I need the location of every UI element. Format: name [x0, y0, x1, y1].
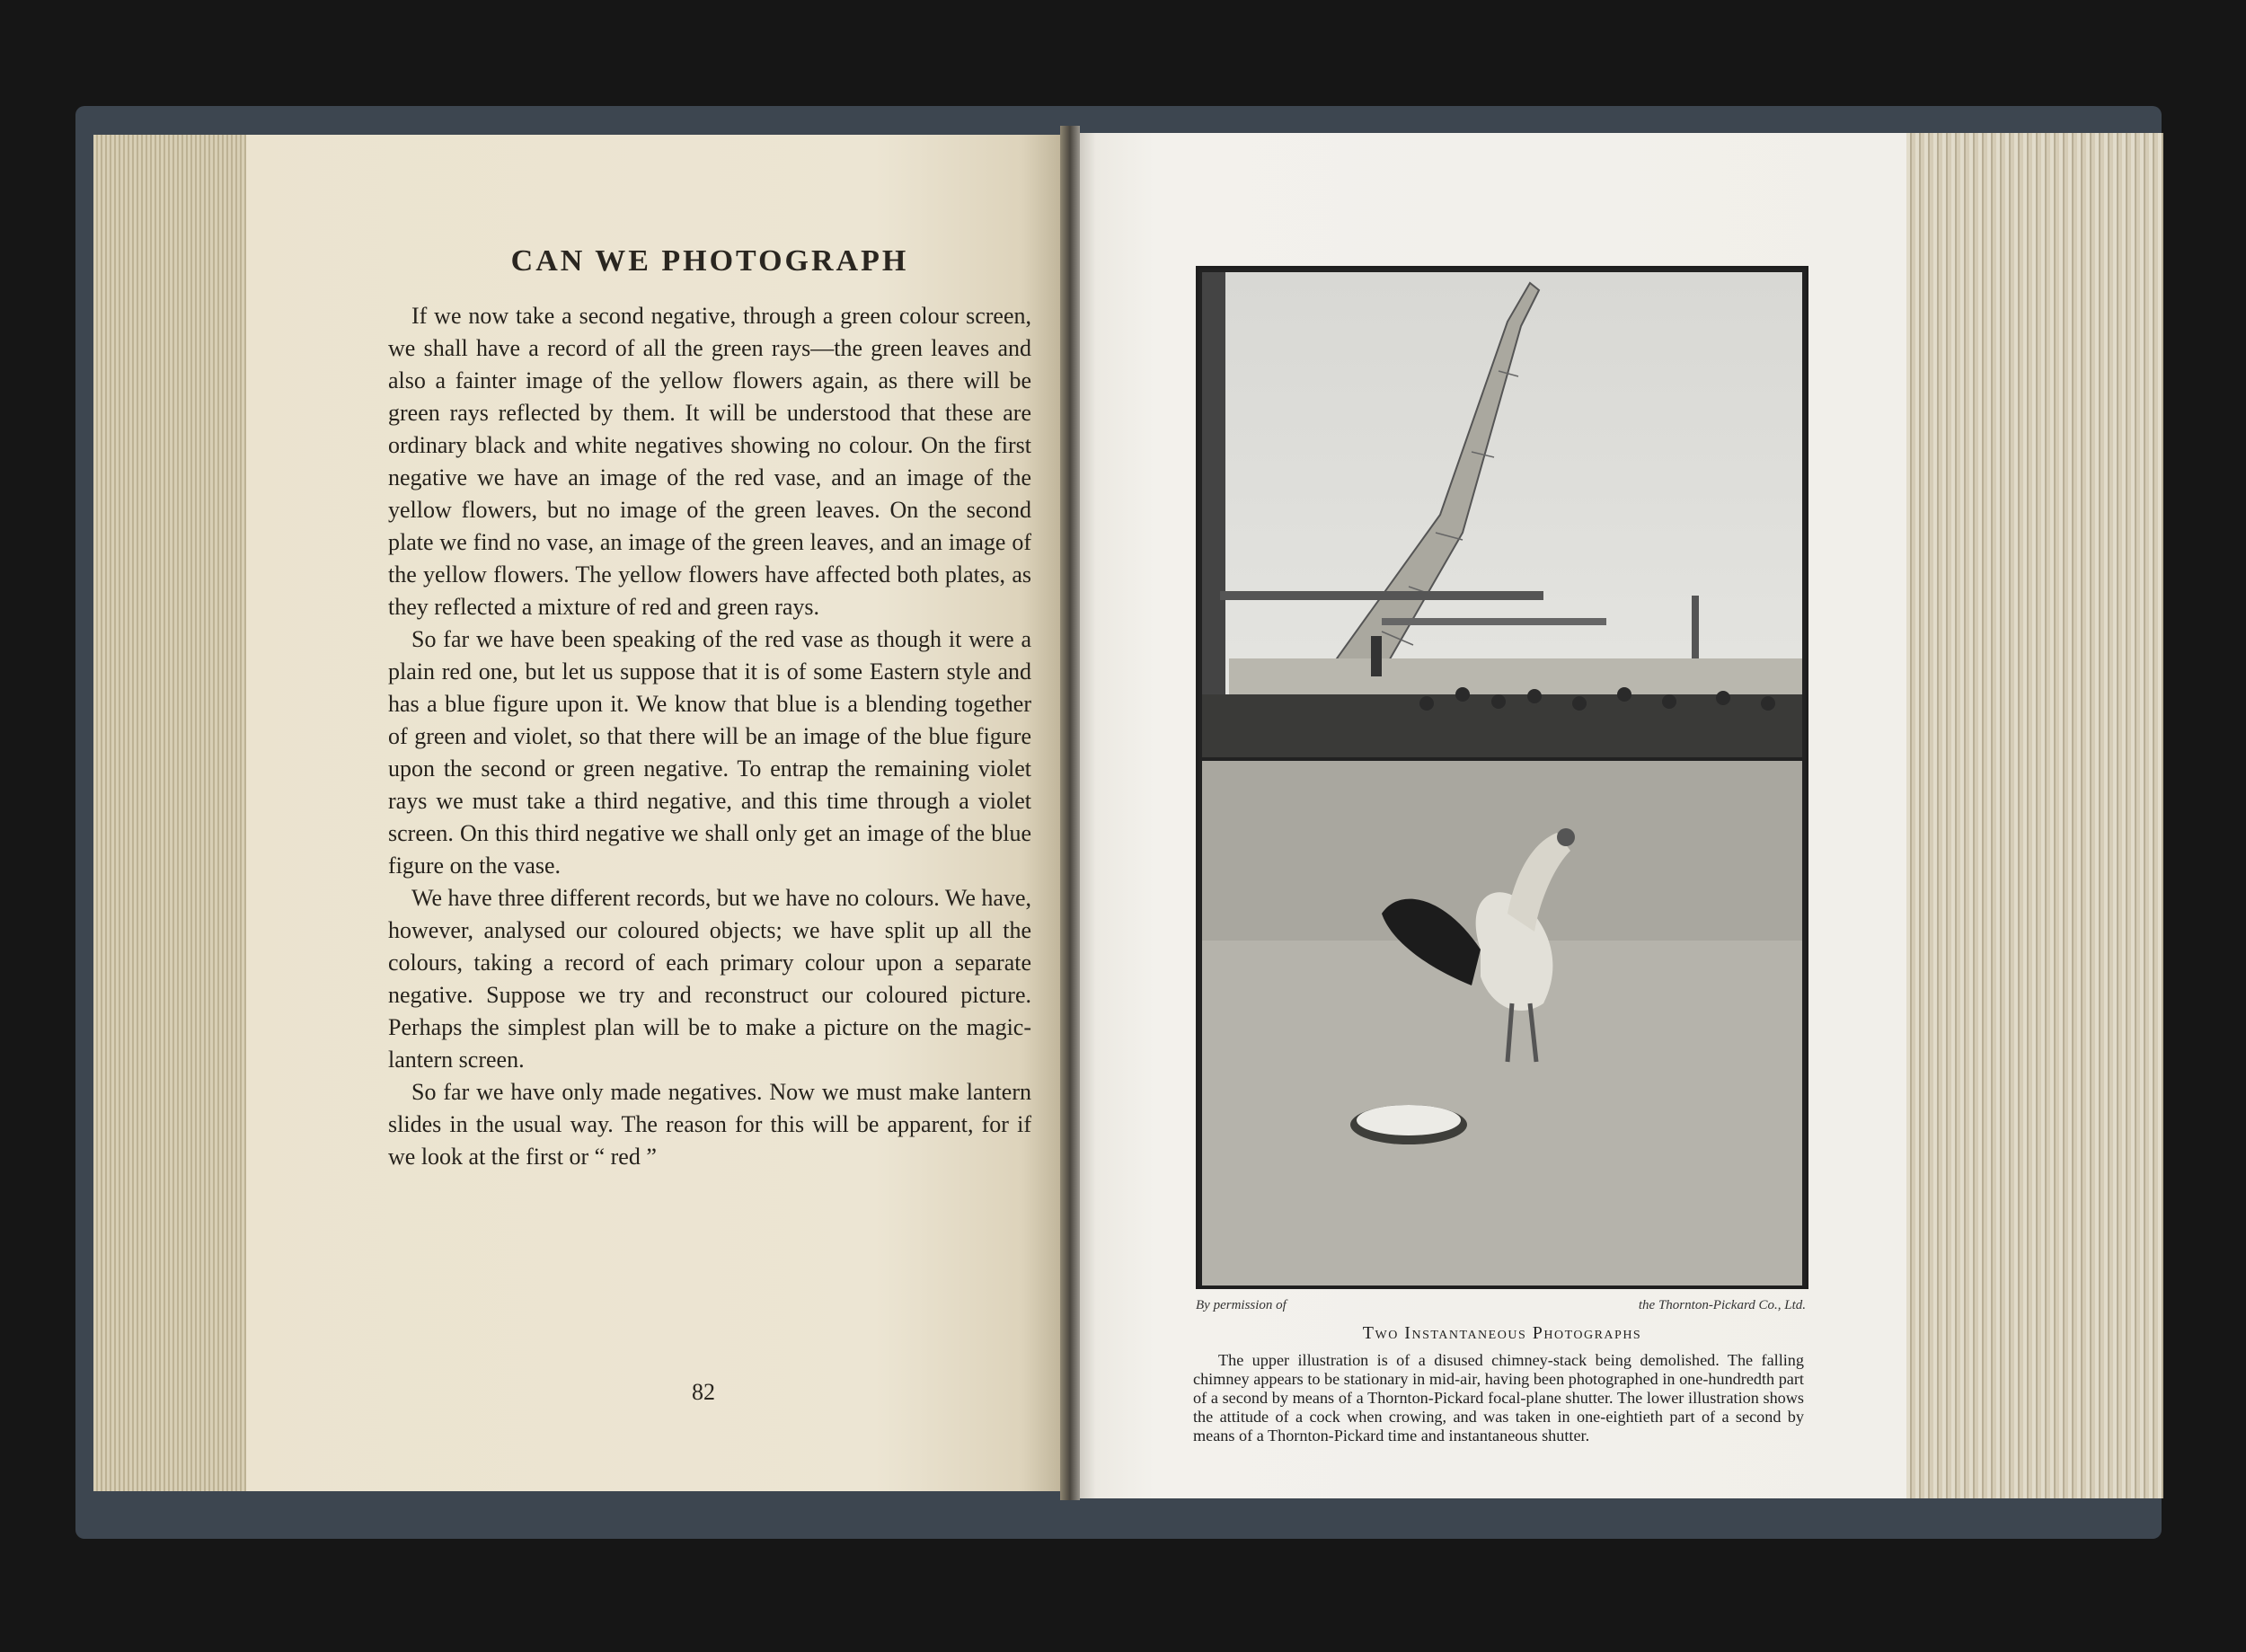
book-gutter: [1060, 126, 1080, 1500]
paragraph: So far we have only made negatives. Now we must make lantern slides in the usual way. The reason for this will be apparent, for if we look at the first or “ red ”: [388, 1079, 1031, 1170]
caption-text: The upper illustration is of a disused chimney-stack being demolished. The falling chimney appears to be stationary in mid-air, having been photographed in one-hundredth part of a second by means of a Thornton-Pickard focal-plane shutter. The lower illustration shows the attitude of a cock when crowing, and was taken in one-eightieth part of a second by means of a Thornton-Pickard time and instantaneous shutter.: [1193, 1351, 1804, 1444]
rooster-photo: [1202, 761, 1802, 1285]
credit-left: By permission of: [1196, 1298, 1287, 1312]
chimney-photo: [1202, 272, 1802, 757]
illustration-frame: [1196, 266, 1808, 1289]
right-page-edges: [1906, 133, 2163, 1498]
paragraph: We have three different records, but we have no colours. We have, however, analysed our coloured objects; we have split up all the colours, taking a record of each primary colour upon a separate negative. Suppose we try and reconstruct our coloured picture. Perhaps the simplest plan will be to make a picture on the magic-lantern screen.: [388, 885, 1031, 1073]
caption-title: Two Instantaneous Photographs: [1362, 1323, 1642, 1343]
page-number: 82: [692, 1379, 715, 1405]
credit-right: the Thornton-Pickard Co., Ltd.: [1638, 1298, 1806, 1312]
body-text: [388, 300, 1031, 1173]
paragraph: So far we have been speaking of the red vase as though it were a plain red one, but let us suppose that it is of some Eastern style and has a blue figure upon it. We know that blue is a blending together of green and violet, so that there will be an image of the blue figure upon the second or green negative. To entrap the remaining violet rays we must take a third negative, and this time through a violet screen. On this third negative we shall only get an image of the blue figure on the vase.: [388, 626, 1031, 879]
running-title: CAN WE PHOTOGRAPH: [510, 244, 909, 278]
left-page-edges: [93, 135, 246, 1491]
paragraph: If we now take a second negative, through a green colour screen, we shall have a record of all the green rays—the green leaves and also a fainter image of the yellow flowers again, as there will be green rays reflected by them. It will be understood that these are ordinary black and white negatives showing no colour. On the first negative we have an image of the red vase, and an image of the yellow flowers, but no image of the green leaves. On the second plate we find no vase, an image of the green leaves, and an image of the yellow flowers. The yellow flowers have affected both plates, as they reflected a mixture of red and green rays.: [388, 303, 1031, 620]
